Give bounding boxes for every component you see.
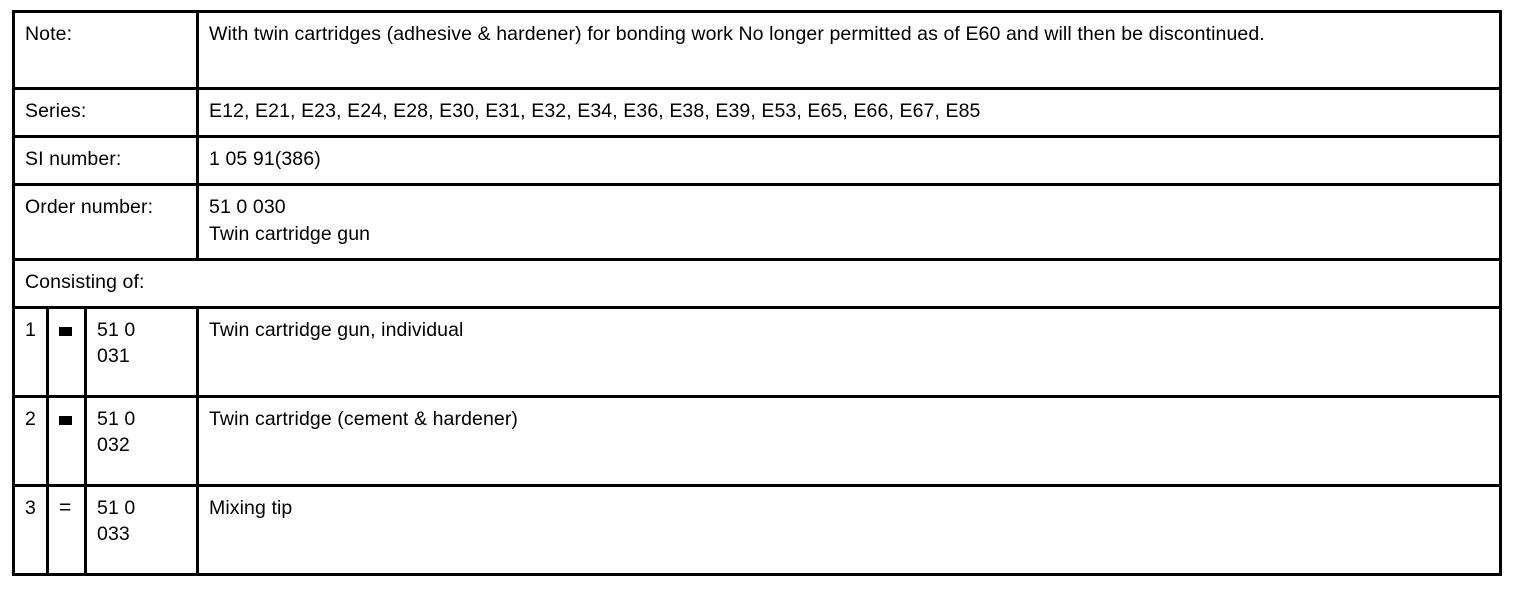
equals-marker-icon: [48, 307, 86, 396]
item-part-number-line1: 51 0: [97, 496, 136, 519]
item-description: Twin cartridge gun, individual: [198, 307, 1501, 396]
item-part-number-line1: 51 0: [97, 407, 136, 430]
order-number-code: 51 0 030: [209, 195, 286, 218]
table-row-item: [14, 485, 1501, 574]
order-number-label: Order number:: [14, 184, 198, 259]
si-number-label: SI number:: [14, 136, 198, 184]
item-number: 1: [14, 307, 48, 396]
item-part-number-line2: 031: [97, 345, 130, 368]
item-description: Mixing tip: [198, 485, 1501, 574]
order-number-value: [198, 184, 1501, 259]
table-row-series: [14, 89, 1501, 137]
table-row-si-number: [14, 136, 1501, 184]
table-row-note: [14, 12, 1501, 89]
table-row-item: [14, 396, 1501, 485]
si-number-value: 1 05 91(386): [198, 136, 1501, 184]
table-row-consisting-of: [14, 259, 1501, 307]
equals-marker-icon: [48, 485, 86, 574]
item-part-number: [86, 485, 198, 574]
consisting-of-label: Consisting of:: [14, 259, 1501, 307]
item-part-number: [86, 396, 198, 485]
series-value: E12, E21, E23, E24, E28, E30, E31, E32, E34, E36, E38, E39, E53, E65, E66, E67, E85: [198, 89, 1501, 137]
equals-marker-icon: [48, 396, 86, 485]
item-number: 3: [14, 485, 48, 574]
table-row-item: [14, 307, 1501, 396]
item-number: 2: [14, 396, 48, 485]
equals-sign: =: [59, 495, 72, 519]
series-label: Series:: [14, 89, 198, 137]
note-value: With twin cartridges (adhesive & hardener) for bonding work No longer permitted as of E60 and will then be discontinued.: [198, 12, 1501, 89]
table-row-order-number: [14, 184, 1501, 259]
item-part-number: [86, 307, 198, 396]
item-part-number-line2: 032: [97, 434, 130, 457]
specification-table: [12, 10, 1502, 576]
item-description: Twin cartridge (cement & hardener): [198, 396, 1501, 485]
note-label: Note:: [14, 12, 198, 89]
item-part-number-line1: 51 0: [97, 318, 136, 341]
item-part-number-line2: 033: [97, 523, 130, 546]
order-number-name: Twin cartridge gun: [209, 222, 371, 245]
document-page: [0, 10, 1520, 600]
